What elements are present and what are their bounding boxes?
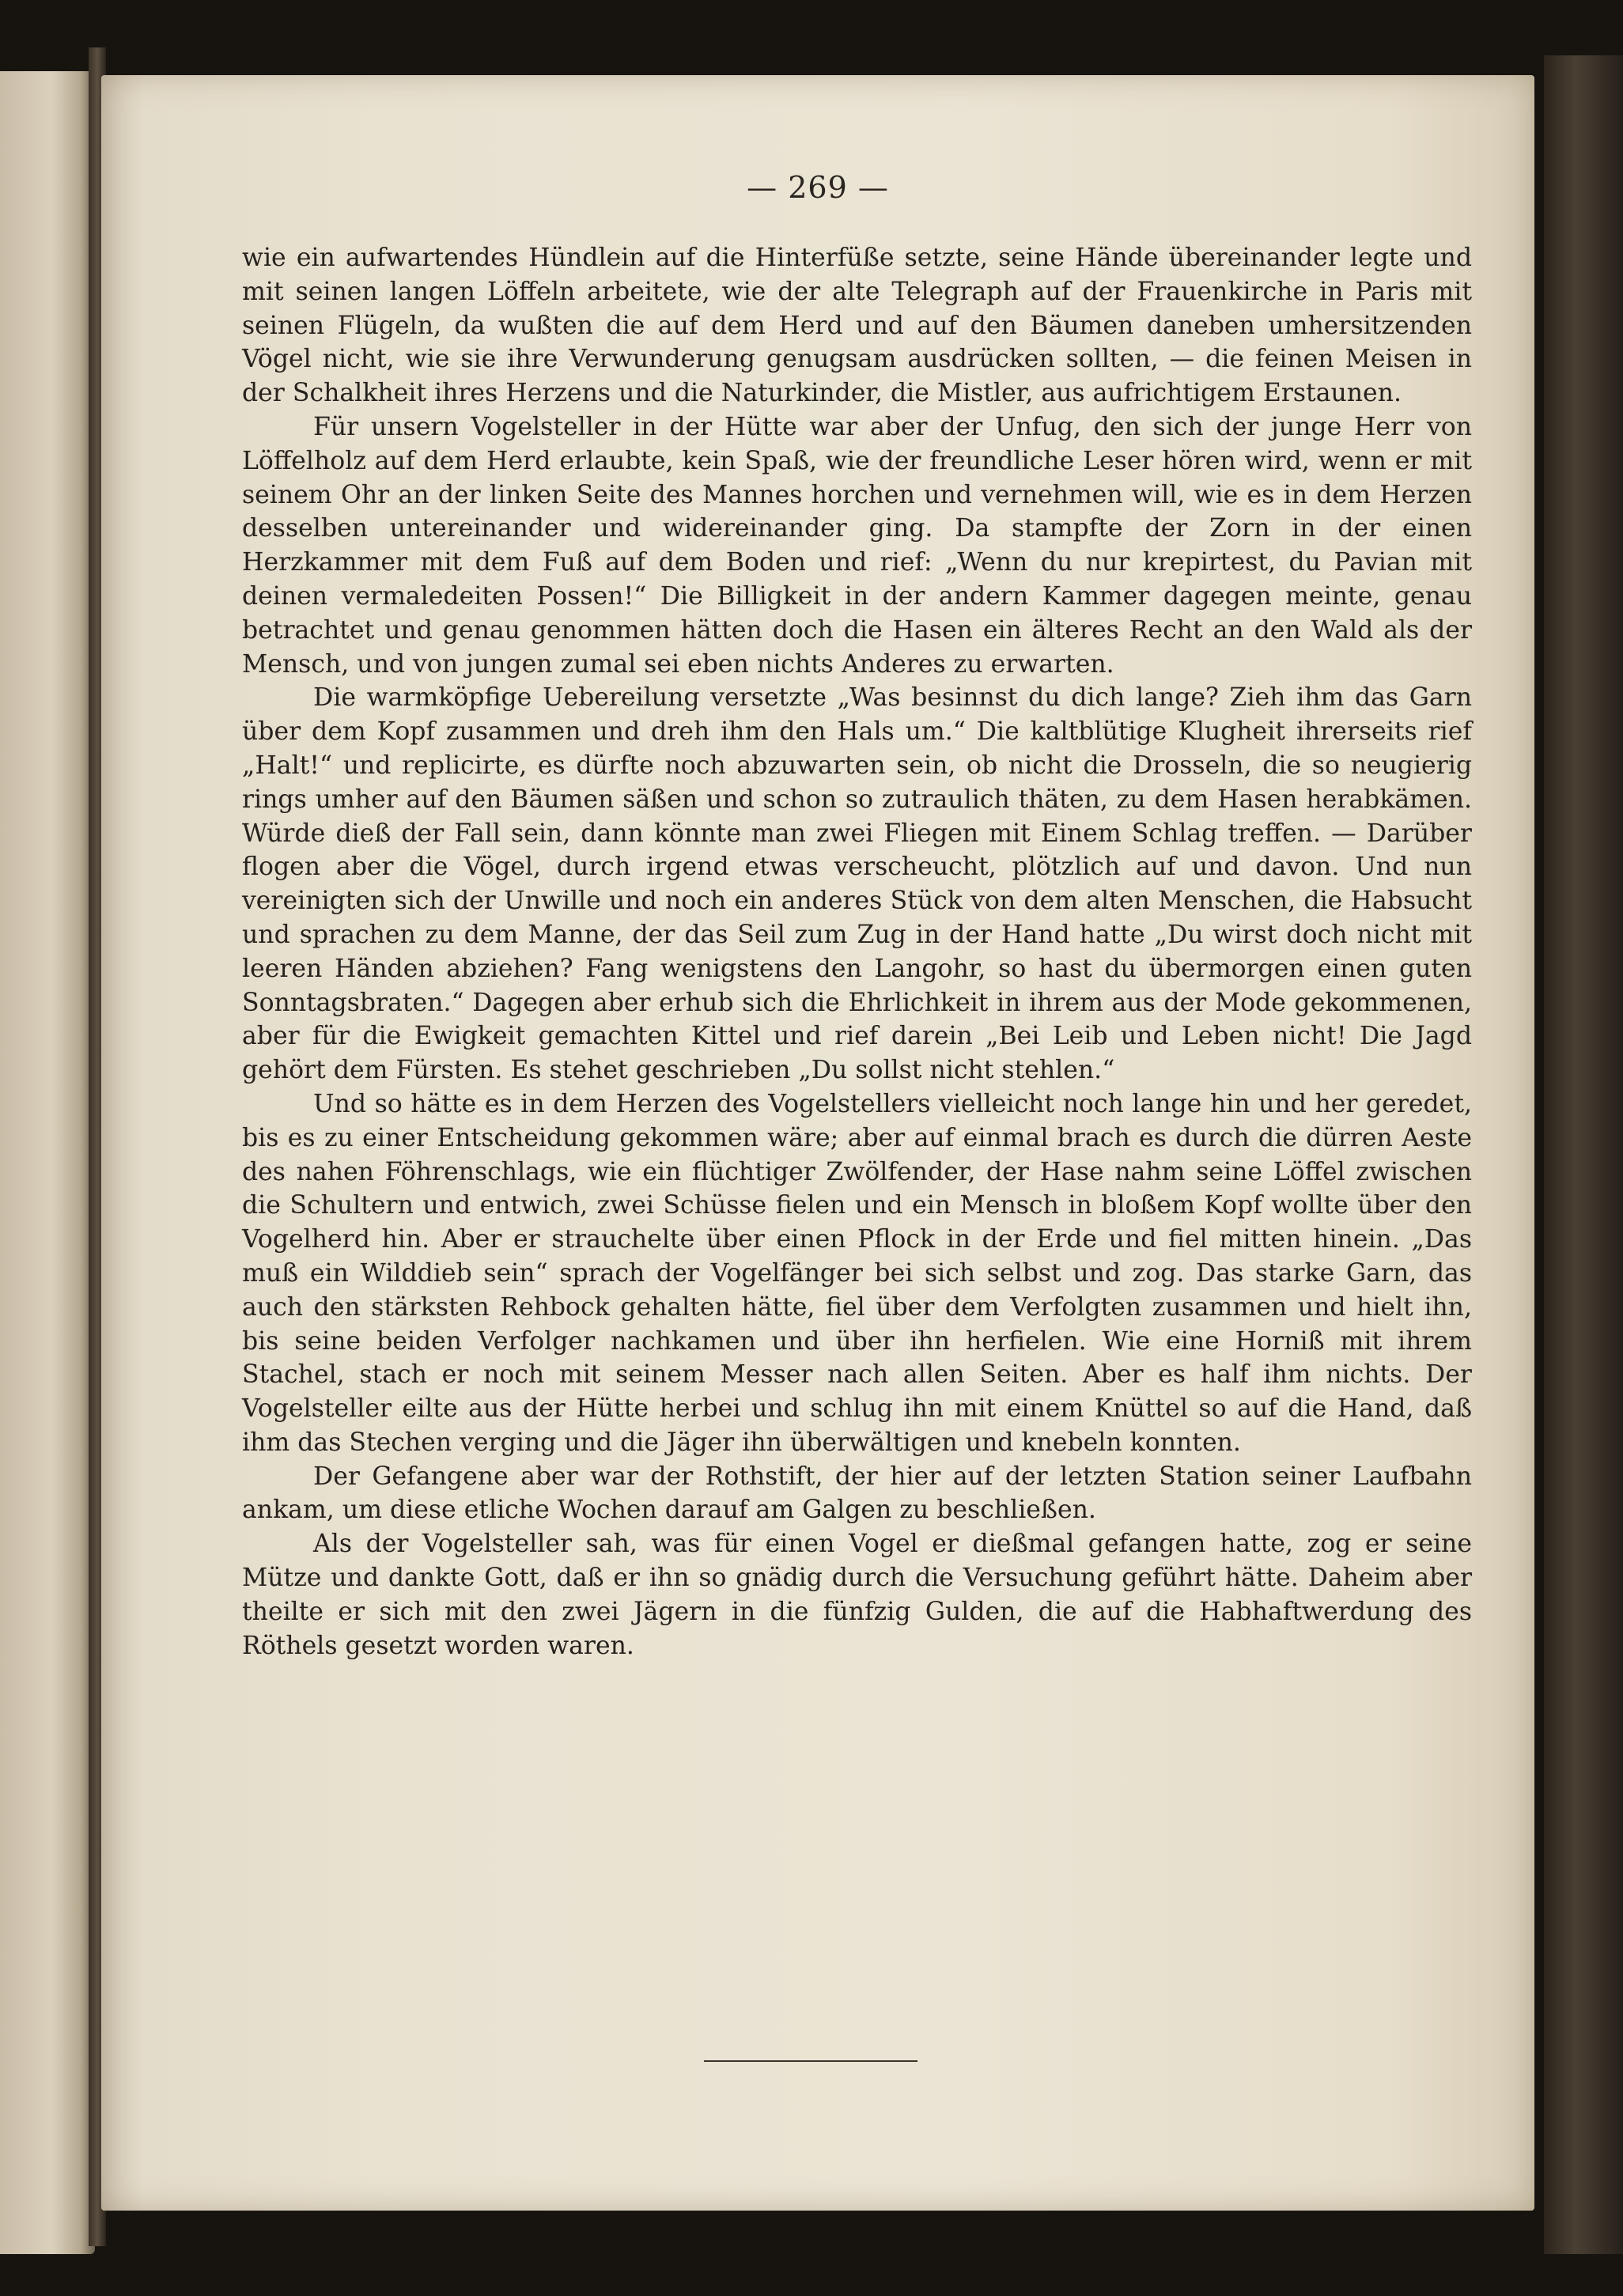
paragraph-continued: wie ein aufwartendes Hündlein auf die Hinterfüße setzte, seine Hände übereinander legte und mit seinen langen Löffeln arbeitete, wie der alte Telegraph auf der Frauenkirche in Paris mit seinen Flügeln, da wußten die auf dem Herd und auf den Bäumen daneben umhersitzenden Vögel nicht, wie sie ihre Verwunderung genugsam ausdrücken sollten, — die feinen Meisen in der Schalkheit ihres Herzens und die Naturkinder, die Mistler, aus aufrichtigem Erstaunen. [242,244,1472,408]
book-cover-edge [1544,55,1623,2254]
section-end-rule [704,2060,917,2062]
paragraph: Als der Vogelsteller sah, was für einen Vogel er dießmal gefangen hatte, zog er seine Mütze und dankte Gott, daß er ihn so gnädig durch die Versuchung geführt hätte. Daheim aber theilte er sich mit den zwei Jägern in die fünfzig Gulden, die auf die Habhaftwerdung des Röthels gesetzt worden waren. [242,1530,1472,1660]
book-page [101,75,1534,2211]
paragraph: Der Gefangene aber war der Rothstift, der hier auf der letzten Station seiner Laufbahn ankam, um diese etliche Wochen darauf am Galgen zu beschließen. [242,1462,1472,1525]
paragraph: Die warmköpfige Uebereilung versetzte „Was besinnst du dich lange? Zieh ihm das Garn über dem Kopf zusammen und dreh ihm den Hals um.“ Die kaltblütige Klugheit ihrerseits rief „Halt!“ und replicirte, es dürfte noch abzuwarten sein, ob nicht die Drosseln, die so neugierig rings umher auf den Bäumen säßen und schon so zutraulich thäten, zu dem Hasen herabkämen. Würde dieß der Fall sein, dann könnte man zwei Fliegen mit Einem Schlag treffen. — Darüber flogen aber die Vögel, durch irgend etwas verscheucht, plötzlich auf und davon. Und nun vereinigten sich der Unwille und noch ein anderes Stück von dem alten Menschen, die Habsucht und sprachen zu dem Manne, der das Seil zum Zug in der Hand hatte „Du wirst doch nicht mit leeren Händen abziehen? Fang wenigstens den Langohr, so hast du übermorgen einen guten Sonntagsbraten.“ Dagegen aber erhub sich die Ehrlichkeit in ihrem aus der Mode gekommenen, aber für die Ewigkeit gemachten Kittel und rief darein „Bei Leib und Leben nicht! Die Jagd gehört dem Fürsten. Es stehet geschrieben „Du sollst nicht stehlen.“ [242,683,1472,1085]
page-number: — 269 — [747,170,889,205]
paragraph: Für unsern Vogelsteller in der Hütte war aber der Unfug, den sich der junge Herr von Löffelholz auf dem Herd erlaubte, kein Spaß, wie der freundliche Leser hören wird, wenn er mit seinem Ohr an der linken Seite des Mannes horchen und vernehmen will, wie es in dem Herzen desselben untereinander und widereinander ging. Da stampfte der Zorn in der einen Herzkammer mit dem Fuß auf dem Boden und rief: „Wenn du nur krepirtest, du Pavian mit deinen vermaledeiten Possen!“ Die Billigkeit in der andern Kammer dagegen meinte, genau betrachtet und genau genommen hätten doch die Hasen ein älteres Recht an den Wald als der Mensch, und von jungen zumal sei eben nichts Anderes zu erwarten. [242,412,1472,679]
paragraph: Und so hätte es in dem Herzen des Vogelstellers vielleicht noch lange hin und her geredet, bis es zu einer Entscheidung gekommen wäre; aber auf einmal brach es durch die dürren Aeste des nahen Föhrenschlags, wie ein flüchtiger Zwölfender, der Hase nahm seine Löffel zwischen die Schultern und entwich, zwei Schüsse fielen und ein Mensch in bloßem Kopf wollte über den Vogelherd hin. Aber er strauchelte über einen Pflock in der Erde und fiel mitten hinein. „Das muß ein Wilddieb sein“ sprach der Vogelfänger bei sich selbst und zog. Das starke Garn, das auch den stärksten Rehbock gehalten hätte, fiel über dem Verfolgten zusammen und hielt ihn, bis seine beiden Verfolger nachkamen und über ihn herfielen. Wie eine Horniß mit ihrem Stachel, stach er noch mit seinem Messer nach allen Seiten. Aber es half ihm nichts. Der Vogelsteller eilte aus der Hütte herbei und schlug ihn mit einem Knüttel so auf die Hand, daß ihm das Stechen verging und die Jäger ihn überwältigen und knebeln konnten. [242,1089,1472,1457]
page-body-text [242,241,1472,1662]
facing-page-edge [0,71,95,2254]
